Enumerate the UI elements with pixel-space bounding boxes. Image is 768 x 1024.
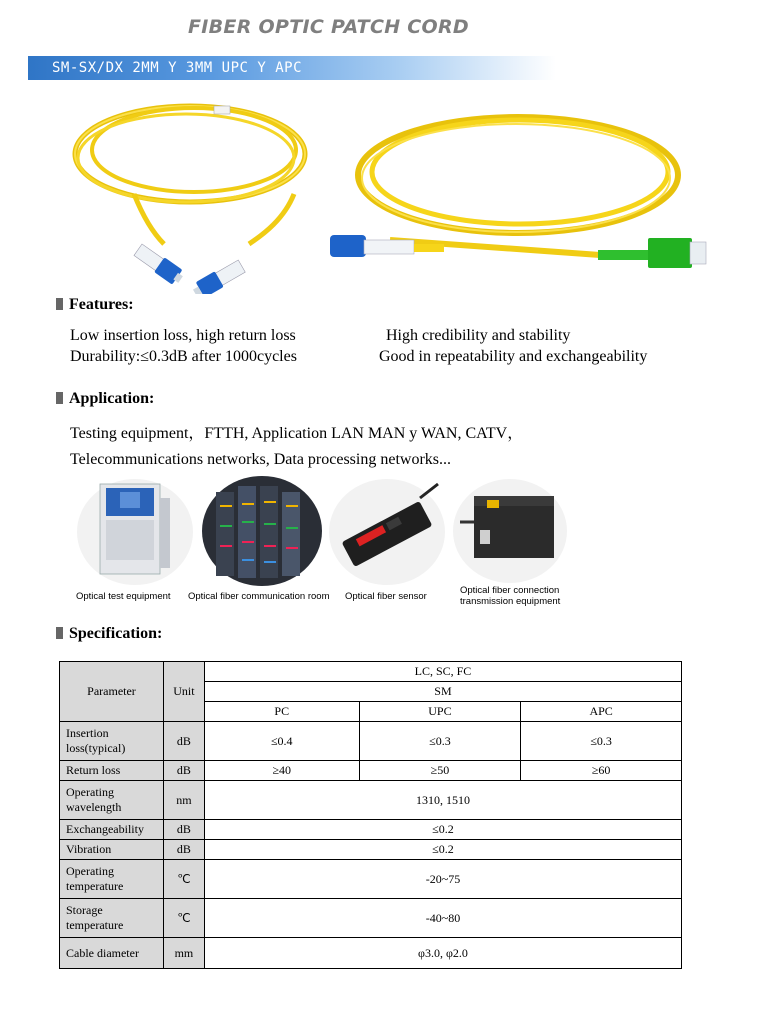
- caption: Optical fiber communication room: [188, 591, 330, 602]
- param-cell: Vibration: [60, 840, 164, 860]
- bullet-square-icon: [56, 392, 63, 404]
- unit-cell: dB: [163, 820, 204, 840]
- table-row: [60, 860, 682, 899]
- value-cell: 1310, 1510: [204, 781, 681, 820]
- param-cell: [60, 899, 164, 938]
- optical-fiber-communication-room-image: [202, 476, 322, 586]
- param-text: temperature: [66, 879, 124, 893]
- feature-item: Durability:≤0.3dB after 1000cycles: [70, 348, 297, 365]
- application-heading: [56, 390, 154, 408]
- table-row: [60, 820, 682, 840]
- lc-duplex-patch-cord-photo: [64, 94, 316, 294]
- value-cell: ≥60: [521, 761, 682, 781]
- param-cell: Exchangeability: [60, 820, 164, 840]
- application-line-1: Testing equipment，FTTH, Application LAN MAN y WAN, CATV，: [70, 425, 524, 442]
- param-text: temperature: [66, 918, 124, 932]
- table-row: [60, 781, 682, 820]
- value-cell: -20~75: [204, 860, 681, 899]
- unit-cell: nm: [163, 781, 204, 820]
- value-cell: ≤0.4: [204, 722, 359, 761]
- value-cell: -40~80: [204, 899, 681, 938]
- table-row: [60, 722, 682, 761]
- param-text: Operating: [66, 785, 114, 799]
- unit-cell: dB: [163, 761, 204, 781]
- polish-header-upc: UPC: [359, 702, 521, 722]
- table-row: [60, 761, 682, 781]
- param-text: Operating: [66, 864, 114, 878]
- bullet-square-icon: [56, 298, 63, 310]
- value-cell: ≤0.3: [521, 722, 682, 761]
- unit-header: Unit: [163, 662, 204, 722]
- lc-sc-patch-cord-photo: [330, 100, 714, 276]
- caption: Optical test equipment: [76, 591, 171, 602]
- feature-item: High credibility and stability: [386, 327, 571, 344]
- feature-item: Good in repeatability and exchangeability: [379, 348, 648, 365]
- optical-test-equipment-image: [76, 478, 194, 586]
- param-text: Storage: [66, 903, 103, 917]
- value-cell: ≥40: [204, 761, 359, 781]
- unit-cell: ℃: [163, 899, 204, 938]
- features-heading-text: Features:: [69, 296, 134, 313]
- table-row: [60, 662, 682, 682]
- param-text: loss(typical): [66, 741, 126, 755]
- value-cell: ≤0.2: [204, 840, 681, 860]
- specification-heading-text: Specification:: [69, 625, 163, 642]
- param-cell: Cable diameter: [60, 938, 164, 969]
- unit-cell: dB: [163, 722, 204, 761]
- unit-cell: dB: [163, 840, 204, 860]
- connector-types-header: LC, SC, FC: [204, 662, 681, 682]
- value-cell: ≤0.3: [359, 722, 521, 761]
- caption: Optical fiber connection: [460, 585, 560, 596]
- table-row: [60, 899, 682, 938]
- param-text: wavelength: [66, 800, 122, 814]
- param-cell: [60, 781, 164, 820]
- value-cell: ≤0.2: [204, 820, 681, 840]
- application-heading-text: Application:: [69, 390, 155, 407]
- features-heading: [56, 296, 134, 314]
- page-title: FIBER OPTIC PATCH CORD: [188, 16, 470, 38]
- specification-heading: [56, 625, 162, 643]
- value-cell: ≥50: [359, 761, 521, 781]
- param-cell: [60, 860, 164, 899]
- bullet-square-icon: [56, 627, 63, 639]
- feature-item: Low insertion loss, high return loss: [70, 327, 296, 344]
- caption: transmission equipment: [460, 596, 561, 607]
- unit-cell: mm: [163, 938, 204, 969]
- optical-fiber-sensor-image: [328, 478, 446, 586]
- polish-header-pc: PC: [204, 702, 359, 722]
- parameter-header: Parameter: [60, 662, 164, 722]
- table-row: [60, 938, 682, 969]
- subtitle-text: SM-SX/DX 2MM Y 3MM UPC Y APC: [52, 60, 303, 76]
- brand-logo: [487, 500, 499, 508]
- mode-header: SM: [204, 682, 681, 702]
- polish-header-apc: APC: [521, 702, 682, 722]
- application-line-2: Telecommunications networks, Data processing networks...: [70, 451, 452, 468]
- param-cell: Return loss: [60, 761, 164, 781]
- param-cell: [60, 722, 164, 761]
- table-row: [60, 840, 682, 860]
- unit-cell: ℃: [163, 860, 204, 899]
- transmission-equipment-image: [452, 478, 568, 584]
- specification-table: [59, 661, 682, 969]
- param-text: Insertion: [66, 726, 109, 740]
- caption: Optical fiber sensor: [345, 591, 427, 602]
- value-cell: φ3.0, φ2.0: [204, 938, 681, 969]
